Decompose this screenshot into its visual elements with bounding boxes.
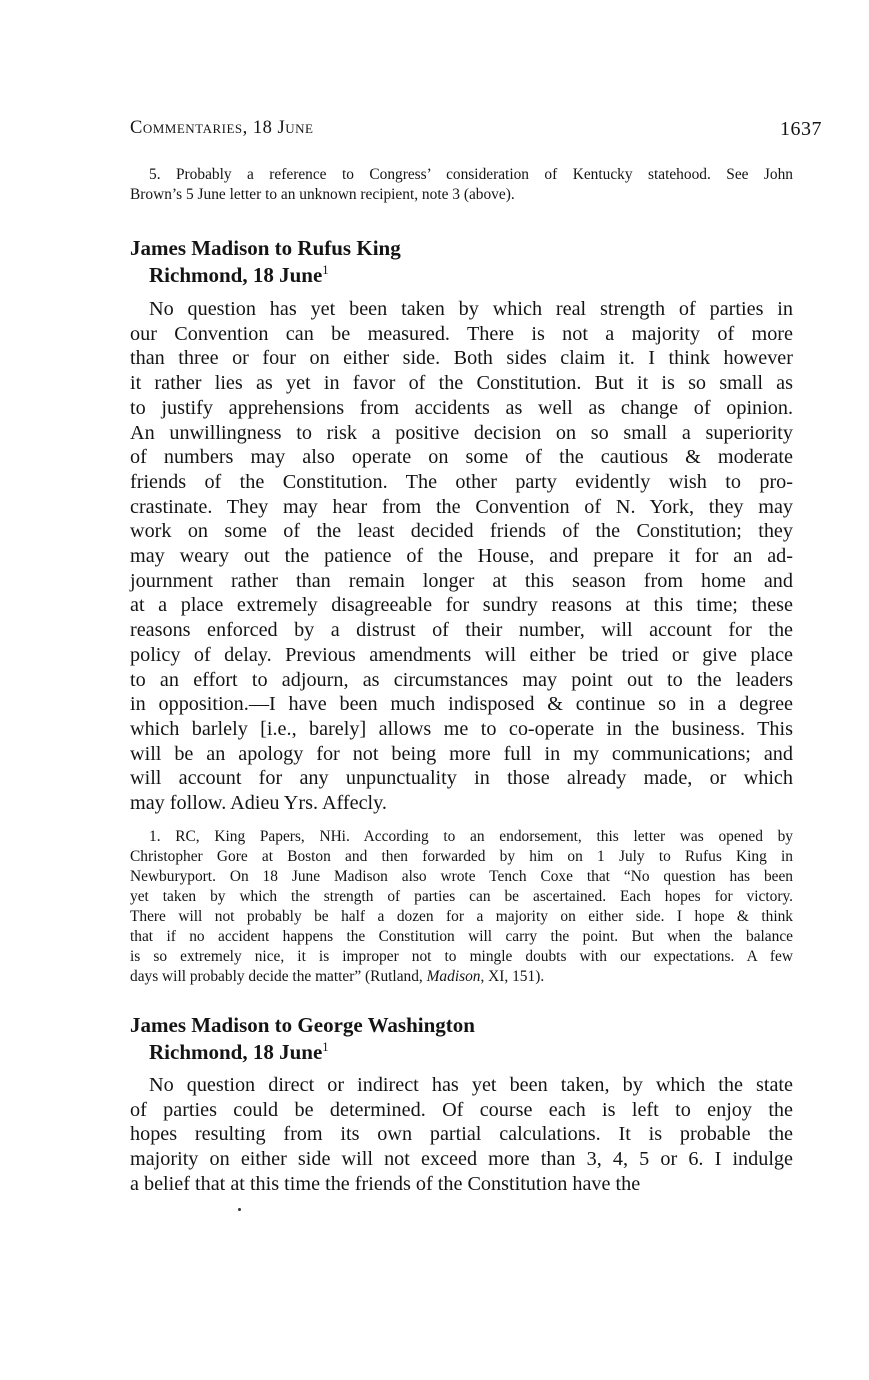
text-line: An unwillingness to risk a positive decision on so small a superiority — [130, 421, 793, 444]
text-line: may weary out the patience of the House, and prepare it for an ad- — [130, 545, 793, 568]
text-line: than three or four on either side. Both sides claim it. I think however — [130, 347, 793, 370]
text-line: of parties could be determined. Of course each is left to enjoy the — [130, 1098, 793, 1121]
text-line: in opposition.—I have been much indisposed & continue so in a degree — [130, 693, 793, 716]
footnote-line — [130, 967, 793, 987]
footnote-line: is so extremely nice, it is improper not to mingle doubts with our expectations. A few — [130, 948, 793, 965]
text-line: journment rather than remain longer at this season from home and — [130, 569, 793, 592]
text-line: reasons enforced by a distrust of their number, will account for the — [130, 619, 793, 642]
citation-title: Madison — [426, 968, 481, 985]
text-line: which barlely [i.e., barely] allows me to co-operate in the business. This — [130, 717, 793, 740]
letter-dateline — [130, 262, 822, 289]
text-line: may follow. Adieu Yrs. Affecly. — [130, 792, 387, 815]
text-line: will account for any unpunctuality in those already made, or which — [130, 767, 793, 790]
letter-footnote-king — [130, 827, 793, 987]
letter-dateline — [130, 1039, 822, 1066]
text-line: No question direct or indirect has yet been taken, by which the state — [149, 1074, 793, 1096]
footnote-text: , XI, 151). — [480, 968, 545, 985]
footnote-line: yet taken by which the strength of parties can be ascertained. Each hopes for victory. — [130, 888, 793, 905]
page-speck — [238, 1208, 241, 1211]
text-line: crastinate. They may hear from the Convention of N. York, they may — [130, 495, 793, 518]
letter-heading-king — [130, 235, 822, 289]
carryover-footnote — [130, 165, 793, 205]
text-line: it rather lies as yet in favor of the Constitution. But it is so small as — [130, 372, 793, 395]
letter-body-washington — [130, 1073, 793, 1197]
page-number: 1637 — [780, 118, 822, 140]
text-line: our Convention can be measured. There is not a majority of more — [130, 322, 793, 345]
text-line: hopes resulting from its own partial calculations. It is probable the — [130, 1123, 793, 1146]
text-line: will be an apology for not being more full in my communications; and — [130, 742, 793, 765]
text-line: No question has yet been taken by which real strength of parties in — [149, 298, 793, 320]
text-line: to an effort to adjourn, as circumstances may point out to the leaders — [130, 668, 793, 691]
letter-body-king — [130, 297, 793, 816]
dateline-text: Richmond, 18 June — [149, 1040, 323, 1064]
letter-title: James Madison to Rufus King — [130, 236, 401, 260]
text-line: at a place extremely disagreeable for sundry reasons at this time; these — [130, 594, 793, 617]
footnote-line: that if no accident happens the Constitution will carry the point. But when the balance — [130, 928, 793, 945]
footnote-line: Newburyport. On 18 June Madison also wrote Tench Coxe that “No question has been — [130, 868, 793, 885]
footnote-line: Brown’s 5 June letter to an unknown recipient, note 3 (above). — [130, 186, 515, 203]
footnote-ref: 1 — [322, 263, 329, 277]
text-line: work on some of the least decided friends of the Constitution; they — [130, 520, 793, 543]
letter-heading-washington — [130, 1012, 822, 1066]
text-line: majority on either side will not exceed more than 3, 4, 5 or 6. I indulge — [130, 1148, 793, 1171]
footnote-line: Christopher Gore at Boston and then forwarded by him on 1 July to Rufus King in — [130, 848, 793, 865]
text-line: friends of the Constitution. The other party evidently wish to pro- — [130, 470, 793, 493]
footnote-line: There will not probably be half a dozen for a majority on either side. I hope & think — [130, 908, 793, 925]
text-line: policy of delay. Previous amendments will either be tried or give place — [130, 643, 793, 666]
text-line: a belief that at this time the friends of the Constitution have the — [130, 1172, 641, 1195]
footnote-ref: 1 — [322, 1040, 329, 1054]
dateline-text: Richmond, 18 June — [149, 263, 323, 287]
footnote-text: days will probably decide the matter” (Rutland, — [130, 968, 427, 985]
footnote-line: 1. RC, King Papers, NHi. According to an endorsement, this letter was opened by — [149, 828, 793, 845]
text-line: of numbers may also operate on some of the cautious & moderate — [130, 446, 793, 469]
text-line: to justify apprehensions from accidents as well as change of opinion. — [130, 396, 793, 419]
running-head — [130, 118, 822, 139]
footnote-line: 5. Probably a reference to Congress’ consideration of Kentucky statehood. See John — [149, 166, 793, 183]
running-head-title: Commentaries, 18 June — [130, 118, 314, 138]
letter-title: James Madison to George Washington — [130, 1013, 475, 1037]
